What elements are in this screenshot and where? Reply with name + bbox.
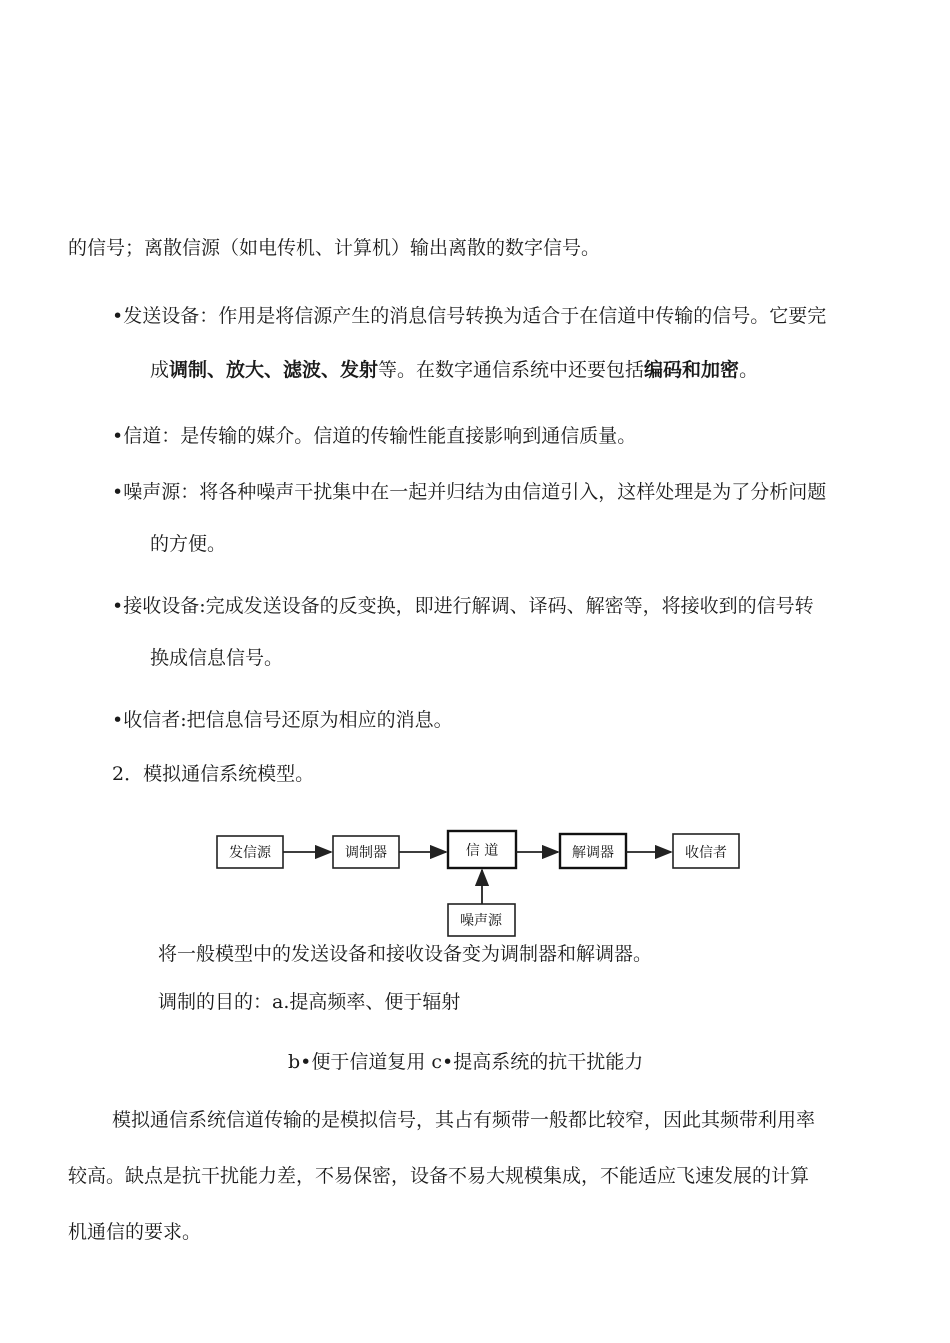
label-source: 发信源 <box>229 845 271 861</box>
box-modulator <box>333 836 399 868</box>
label-noise: 噪声源 <box>460 913 502 929</box>
paragraph-analog-line1: 模拟通信系统信道传输的是模拟信号，其占有频带一般都比较窄，因此其频带利用率 <box>112 1109 816 1131</box>
text-segment: 等。在数字通信系统中还要包括 <box>378 359 645 381</box>
box-source <box>217 836 283 868</box>
box-receiver <box>673 834 739 868</box>
paragraph-model-change: 将一般模型中的发送设备和接收设备变为调制器和解调器。 <box>158 943 653 965</box>
label-modulator: 调制器 <box>345 845 387 861</box>
paragraph-noise-line2: 的方便。 <box>150 533 227 555</box>
bold-term-encoding: 编码和加密 <box>644 359 740 381</box>
paragraph-analog-line2: 较高。缺点是抗干扰能力差，不易保密，设备不易大规模集成，不能适应飞速发展的计算 <box>68 1165 810 1187</box>
paragraph-source-end: 的信号；离散信源（如电传机、计算机）输出离散的数字信号。 <box>68 237 601 259</box>
paragraph-receiver-line1: •接收设备:完成发送设备的反变换，即进行解调、译码、解密等，将接收到的信号转 <box>112 595 814 617</box>
paragraph-noise-line1: •噪声源：将各种噪声干扰集中在一起并归结为由信道引入，这样处理是为了分析问题 <box>112 481 827 503</box>
paragraph-sink: •收信者:把信息信号还原为相应的消息。 <box>112 709 453 731</box>
text-segment: 。 <box>739 359 759 381</box>
box-channel <box>448 831 516 868</box>
paragraph-modulation-purpose: 调制的目的：a.提高频率、便于辐射 <box>158 991 461 1013</box>
box-noise <box>448 904 515 936</box>
paragraph-transmitter-line1: •发送设备：作用是将信源产生的消息信号转换为适合于在信道中传输的信号。它要完 <box>112 305 827 327</box>
label-channel: 信 道 <box>465 843 499 859</box>
paragraph-receiver-line2: 换成信息信号。 <box>150 647 284 669</box>
paragraph-channel: •信道：是传输的媒介。信道的传输性能直接影响到通信质量。 <box>112 425 637 447</box>
text-segment: 成 <box>150 359 170 381</box>
section-heading: 2．模拟通信系统模型。 <box>112 763 315 785</box>
label-receiver: 收信者 <box>685 845 727 861</box>
label-demodulator: 解调器 <box>572 845 614 861</box>
paragraph-analog-line3: 机通信的要求。 <box>68 1221 202 1243</box>
box-demodulator <box>560 834 626 868</box>
paragraph-modulation-purpose-cont: b•便于信道复用 c•提高系统的抗干扰能力 <box>288 1051 644 1073</box>
bold-term-modulation: 调制、放大、滤波、发射 <box>169 359 379 381</box>
